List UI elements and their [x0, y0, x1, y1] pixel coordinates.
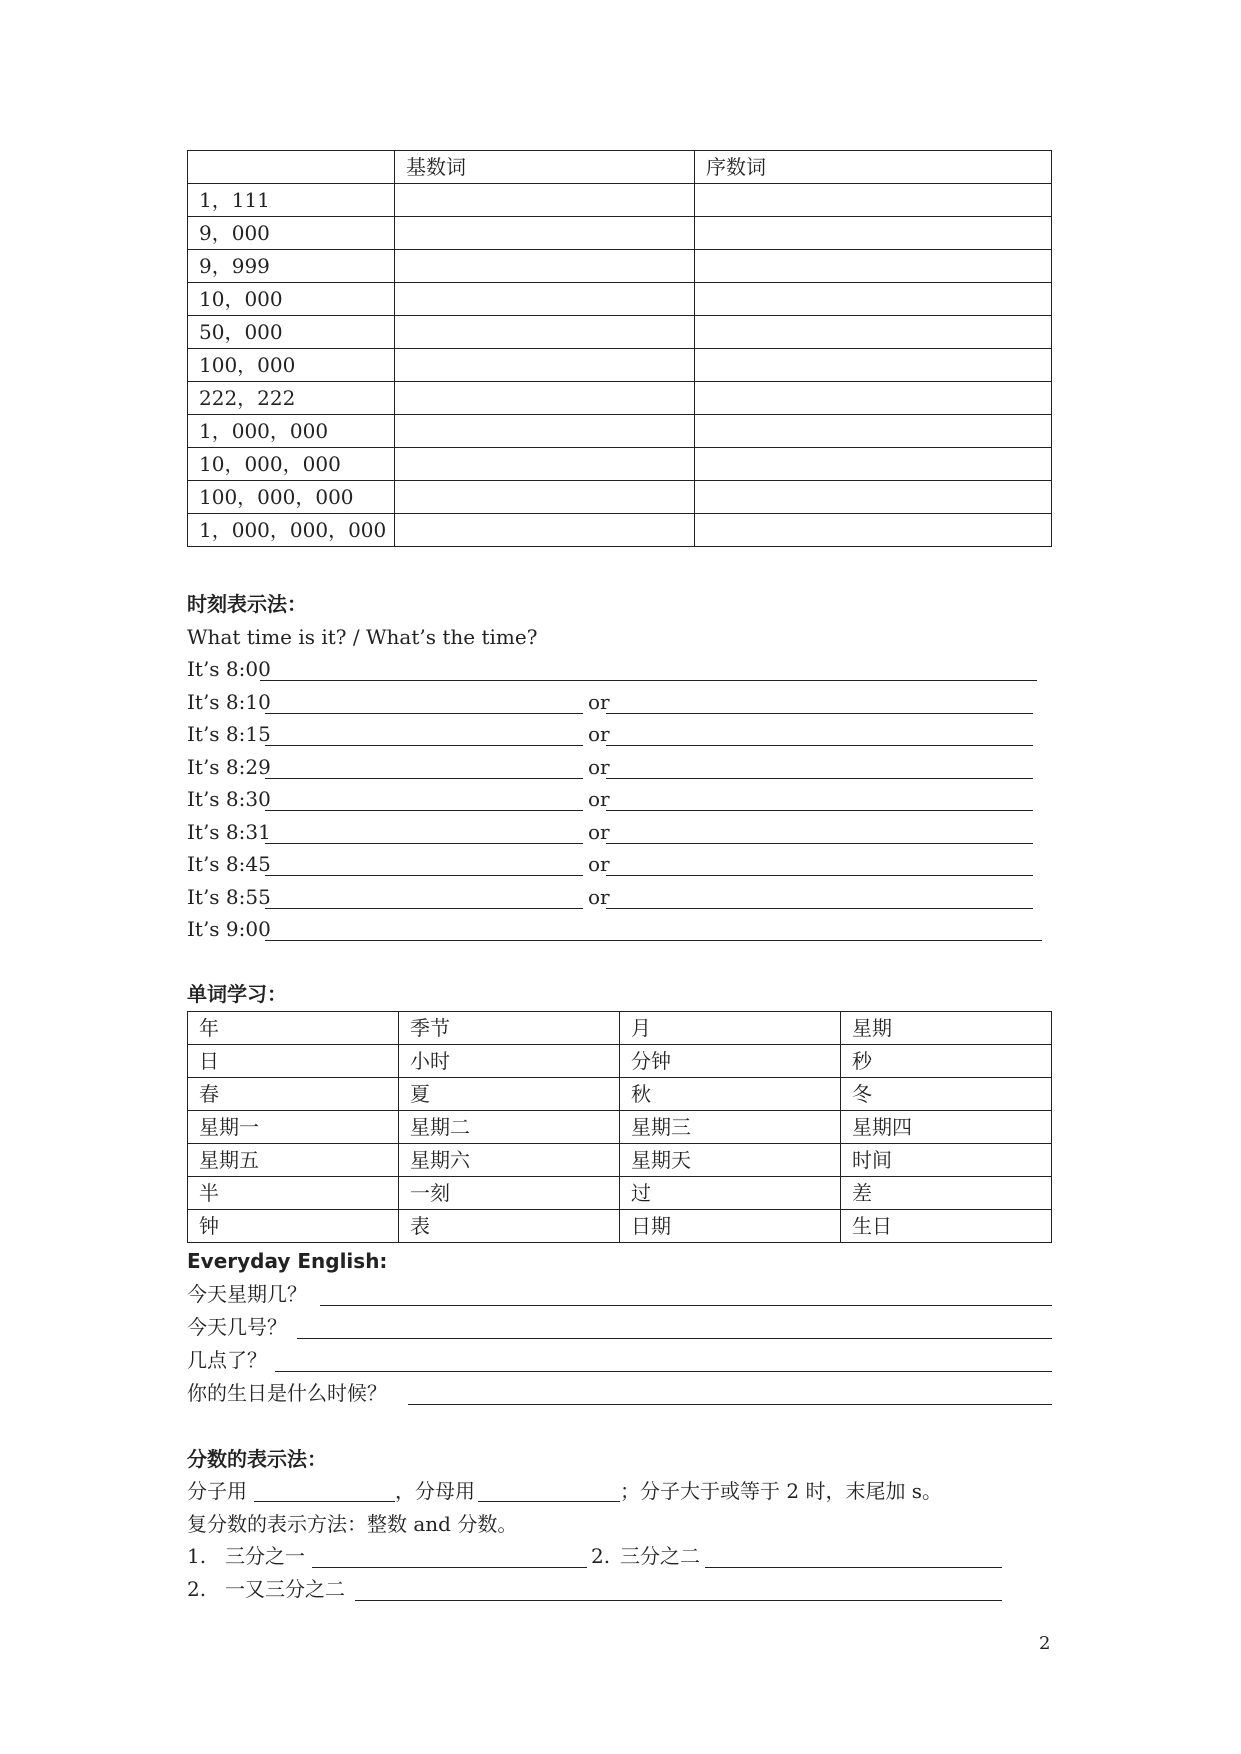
everyday-answer-blank[interactable]: [297, 1338, 1052, 1339]
number-cell: 1，000，000，000: [188, 514, 395, 547]
time-answer-blank[interactable]: [265, 940, 1042, 941]
time-alternate-blank[interactable]: [606, 843, 1033, 844]
vocab-cell: 钟: [188, 1210, 399, 1243]
vocab-cell: 秒: [841, 1045, 1052, 1078]
time-question: What time is it? / What’s the time?: [187, 625, 538, 649]
vocab-cell: 季节: [399, 1012, 620, 1045]
table-row: [188, 481, 1052, 514]
two-thirds-blank[interactable]: [705, 1567, 1002, 1568]
time-label: It’s 8:10: [187, 689, 271, 714]
cardinal-answer-cell[interactable]: [395, 283, 695, 316]
vocab-cell: 生日: [841, 1210, 1052, 1243]
mixed-fraction-rule: 复分数的表示方法：整数 and 分数。: [187, 1512, 518, 1536]
example-number: 1.: [187, 1544, 207, 1568]
time-heading: 时刻表示法：: [187, 592, 307, 616]
vocab-cell: 差: [841, 1177, 1052, 1210]
vocab-cell: 时间: [841, 1144, 1052, 1177]
or-label: or: [588, 689, 610, 714]
ordinal-answer-cell[interactable]: [695, 382, 1052, 415]
vocab-cell: 小时: [399, 1045, 620, 1078]
numerator-blank[interactable]: [254, 1501, 395, 1502]
cardinal-answer-cell[interactable]: [395, 349, 695, 382]
time-label: It’s 8:45: [187, 852, 271, 876]
table-row: [188, 1177, 1052, 1210]
vocab-cell: 星期四: [841, 1111, 1052, 1144]
number-cell: 100，000，000: [188, 481, 395, 514]
time-label: It’s 8:00: [187, 657, 271, 681]
number-cell: 222，222: [188, 382, 395, 415]
table-row: [188, 316, 1052, 349]
cardinal-answer-cell[interactable]: [395, 481, 695, 514]
table-row: [188, 250, 1052, 283]
everyday-question: 今天几号？: [187, 1315, 287, 1339]
example-one-third: 三分之一: [225, 1544, 305, 1568]
ordinal-answer-cell[interactable]: [695, 316, 1052, 349]
one-third-blank[interactable]: [312, 1567, 587, 1568]
ordinal-answer-cell[interactable]: [695, 349, 1052, 382]
cardinal-answer-cell[interactable]: [395, 316, 695, 349]
cardinal-answer-cell[interactable]: [395, 415, 695, 448]
table-row: [188, 382, 1052, 415]
table-header-row: [188, 151, 1052, 184]
table-row: [188, 1111, 1052, 1144]
everyday-answer-blank[interactable]: [408, 1404, 1052, 1405]
cardinal-answer-cell[interactable]: [395, 184, 695, 217]
time-label: It’s 8:31: [187, 819, 271, 844]
vocab-cell: 表: [399, 1210, 620, 1243]
number-cell: 10，000，000: [188, 448, 395, 481]
time-answer-blank[interactable]: [265, 778, 583, 779]
table-row: [188, 217, 1052, 250]
example-one-and-two-thirds: 一又三分之二: [225, 1577, 345, 1601]
table-row: [188, 514, 1052, 547]
fraction-rule-part3: ；分子大于或等于 2 时，末尾加 s。: [620, 1479, 943, 1503]
vocab-heading: 单词学习：: [187, 982, 287, 1006]
ordinal-answer-cell[interactable]: [695, 481, 1052, 514]
or-label: or: [588, 852, 610, 876]
or-label: or: [588, 819, 610, 844]
number-cell: 1，000，000: [188, 415, 395, 448]
table-row: [188, 1144, 1052, 1177]
or-label: or: [588, 884, 610, 909]
table-row: [188, 184, 1052, 217]
ordinal-answer-cell[interactable]: [695, 184, 1052, 217]
table-header-cell: 序数词: [695, 151, 1052, 184]
vocab-cell: 星期: [841, 1012, 1052, 1045]
everyday-question: 几点了？: [187, 1348, 267, 1372]
page-number: 2: [1039, 1633, 1051, 1654]
time-answer-blank[interactable]: [265, 908, 583, 909]
vocab-cell: 日期: [620, 1210, 841, 1243]
vocab-cell: 春: [188, 1078, 399, 1111]
vocab-cell: 分钟: [620, 1045, 841, 1078]
table-row: [188, 1210, 1052, 1243]
fraction-heading: 分数的表示法：: [187, 1447, 327, 1471]
everyday-question: 你的生日是什么时候？: [187, 1381, 387, 1405]
time-alternate-blank[interactable]: [606, 875, 1033, 876]
vocab-cell: 一刻: [399, 1177, 620, 1210]
vocab-cell: 秋: [620, 1078, 841, 1111]
ordinal-answer-cell[interactable]: [695, 448, 1052, 481]
denominator-blank[interactable]: [478, 1501, 620, 1502]
or-label: or: [588, 722, 610, 746]
vocab-cell: 星期三: [620, 1111, 841, 1144]
cardinal-answer-cell[interactable]: [395, 217, 695, 250]
vocab-cell: 星期一: [188, 1111, 399, 1144]
time-label: It’s 8:30: [187, 787, 271, 811]
vocab-cell: 年: [188, 1012, 399, 1045]
number-cell: 1，111: [188, 184, 395, 217]
ordinal-answer-cell[interactable]: [695, 217, 1052, 250]
table-header-cell: [188, 151, 395, 184]
table-row: [188, 349, 1052, 382]
table-header-cell: 基数词: [395, 151, 695, 184]
example-two-thirds: 三分之二: [620, 1544, 700, 1568]
time-answer-blank[interactable]: [260, 680, 1037, 681]
vocab-cell: 半: [188, 1177, 399, 1210]
everyday-question: 今天星期几？: [187, 1282, 307, 1306]
number-cell: 9，000: [188, 217, 395, 250]
fraction-rule-part2: ，分母用: [395, 1479, 475, 1503]
or-label: or: [588, 787, 610, 811]
table-row: [188, 448, 1052, 481]
time-answer-blank[interactable]: [265, 843, 583, 844]
time-alternate-blank[interactable]: [606, 778, 1033, 779]
or-label: or: [588, 754, 610, 779]
ordinal-answer-cell[interactable]: [695, 514, 1052, 547]
table-row: [188, 1012, 1052, 1045]
everyday-answer-blank[interactable]: [320, 1305, 1052, 1306]
table-row: [188, 415, 1052, 448]
time-answer-blank[interactable]: [265, 875, 583, 876]
cardinal-answer-cell[interactable]: [395, 382, 695, 415]
time-answer-blank[interactable]: [265, 810, 583, 811]
time-label: It’s 8:15: [187, 722, 271, 746]
table-row: [188, 1045, 1052, 1078]
number-cell: 9，999: [188, 250, 395, 283]
time-alternate-blank[interactable]: [606, 908, 1033, 909]
vocab-table: [187, 1011, 1052, 1243]
example-number: 2.: [591, 1544, 611, 1568]
one-and-two-thirds-blank[interactable]: [355, 1600, 1002, 1601]
number-cell: 50，000: [188, 316, 395, 349]
fraction-rule-part1: 分子用: [187, 1479, 247, 1503]
vocab-cell: 日: [188, 1045, 399, 1078]
number-cell: 100，000: [188, 349, 395, 382]
time-alternate-blank[interactable]: [606, 745, 1033, 746]
time-label: It’s 8:55: [187, 884, 271, 909]
cardinal-answer-cell[interactable]: [395, 448, 695, 481]
vocab-cell: 星期天: [620, 1144, 841, 1177]
time-alternate-blank[interactable]: [606, 713, 1033, 714]
vocab-cell: 星期二: [399, 1111, 620, 1144]
number-cell: 10，000: [188, 283, 395, 316]
vocab-cell: 月: [620, 1012, 841, 1045]
vocab-cell: 夏: [399, 1078, 620, 1111]
vocab-cell: 冬: [841, 1078, 1052, 1111]
vocab-cell: 星期五: [188, 1144, 399, 1177]
time-alternate-blank[interactable]: [606, 810, 1033, 811]
cardinal-answer-cell[interactable]: [395, 250, 695, 283]
time-answer-blank[interactable]: [265, 713, 583, 714]
time-answer-blank[interactable]: [265, 745, 583, 746]
everyday-answer-blank[interactable]: [275, 1371, 1052, 1372]
time-label: It’s 9:00: [187, 917, 271, 941]
time-label: It’s 8:29: [187, 754, 271, 779]
ordinal-answer-cell[interactable]: [695, 415, 1052, 448]
everyday-heading: Everyday English:: [187, 1249, 388, 1273]
table-row: [188, 283, 1052, 316]
numbers-table: [187, 150, 1052, 547]
ordinal-answer-cell[interactable]: [695, 250, 1052, 283]
vocab-cell: 过: [620, 1177, 841, 1210]
example-number: 2.: [187, 1577, 207, 1601]
vocab-cell: 星期六: [399, 1144, 620, 1177]
ordinal-answer-cell[interactable]: [695, 283, 1052, 316]
table-row: [188, 1078, 1052, 1111]
cardinal-answer-cell[interactable]: [395, 514, 695, 547]
